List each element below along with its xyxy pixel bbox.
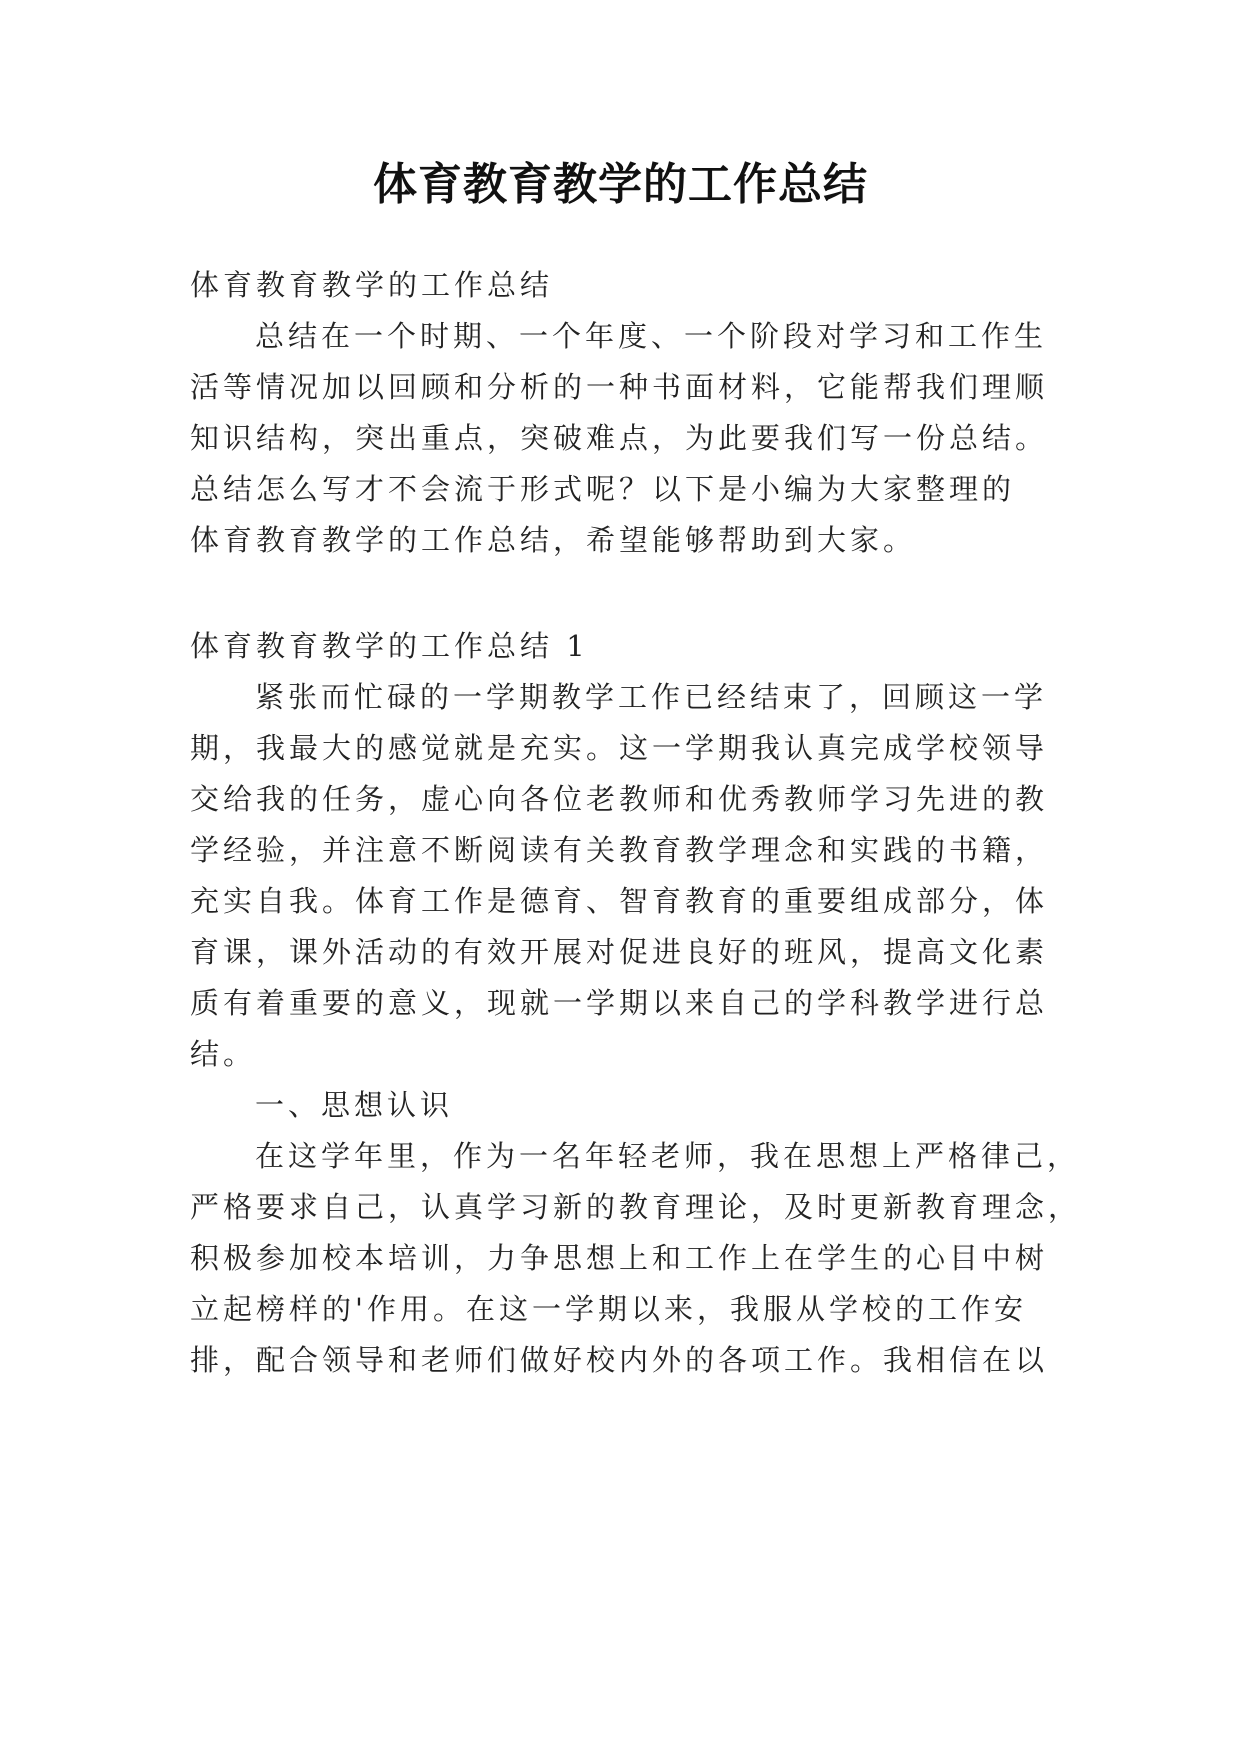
intro-line: 活等情况加以回顾和分析的一种书面材料，它能帮我们理顺 — [190, 370, 1049, 404]
section1-line: 紧张而忙碌的一学期教学工作已经结束了，回顾这一学 — [255, 680, 1048, 714]
section1-line: 充实自我。体育工作是德育、智育教育的重要组成部分，体 — [190, 884, 1049, 918]
section1-line: 学经验，并注意不断阅读有关教育教学理念和实践的书籍， — [190, 833, 1049, 867]
section1-line: 交给我的任务，虚心向各位老教师和优秀教师学习先进的教 — [190, 782, 1049, 816]
section1-line: 结。 — [190, 1037, 257, 1071]
intro-line: 体育教育教学的工作总结，希望能够帮助到大家。 — [190, 523, 917, 557]
section2-line: 在这学年里，作为一名年轻老师，我在思想上严格律己， — [255, 1139, 1081, 1173]
section2-line: 严格要求自己，认真学习新的教育理论，及时更新教育理念， — [190, 1190, 1082, 1224]
intro-heading: 体育教育教学的工作总结 — [190, 268, 554, 302]
document-title: 体育教育教学的工作总结 — [373, 159, 868, 210]
section1-line: 质有着重要的意义，现就一学期以来自己的学科教学进行总 — [190, 986, 1049, 1020]
section-heading: 体育教育教学的工作总结 1 — [190, 629, 589, 663]
intro-line: 总结在一个时期、一个年度、一个阶段对学习和工作生 — [255, 319, 1048, 353]
section1-line: 期，我最大的感觉就是充实。这一学期我认真完成学校领导 — [190, 731, 1049, 765]
section2-line: 排，配合领导和老师们做好校内外的各项工作。我相信在以 — [190, 1343, 1049, 1377]
section1-line: 育课，课外活动的有效开展对促进良好的班风，提高文化素 — [190, 935, 1049, 969]
section2-line: 立起榜样的'作用。在这一学期以来，我服从学校的工作安 — [190, 1292, 1027, 1326]
section2-line: 积极参加校本培训，力争思想上和工作上在学生的心目中树 — [190, 1241, 1049, 1275]
subheading: 一、思想认识 — [255, 1088, 454, 1122]
intro-line: 总结怎么写才不会流于形式呢？以下是小编为大家整理的 — [190, 472, 1016, 506]
intro-line: 知识结构，突出重点，突破难点，为此要我们写一份总结。 — [190, 421, 1049, 455]
